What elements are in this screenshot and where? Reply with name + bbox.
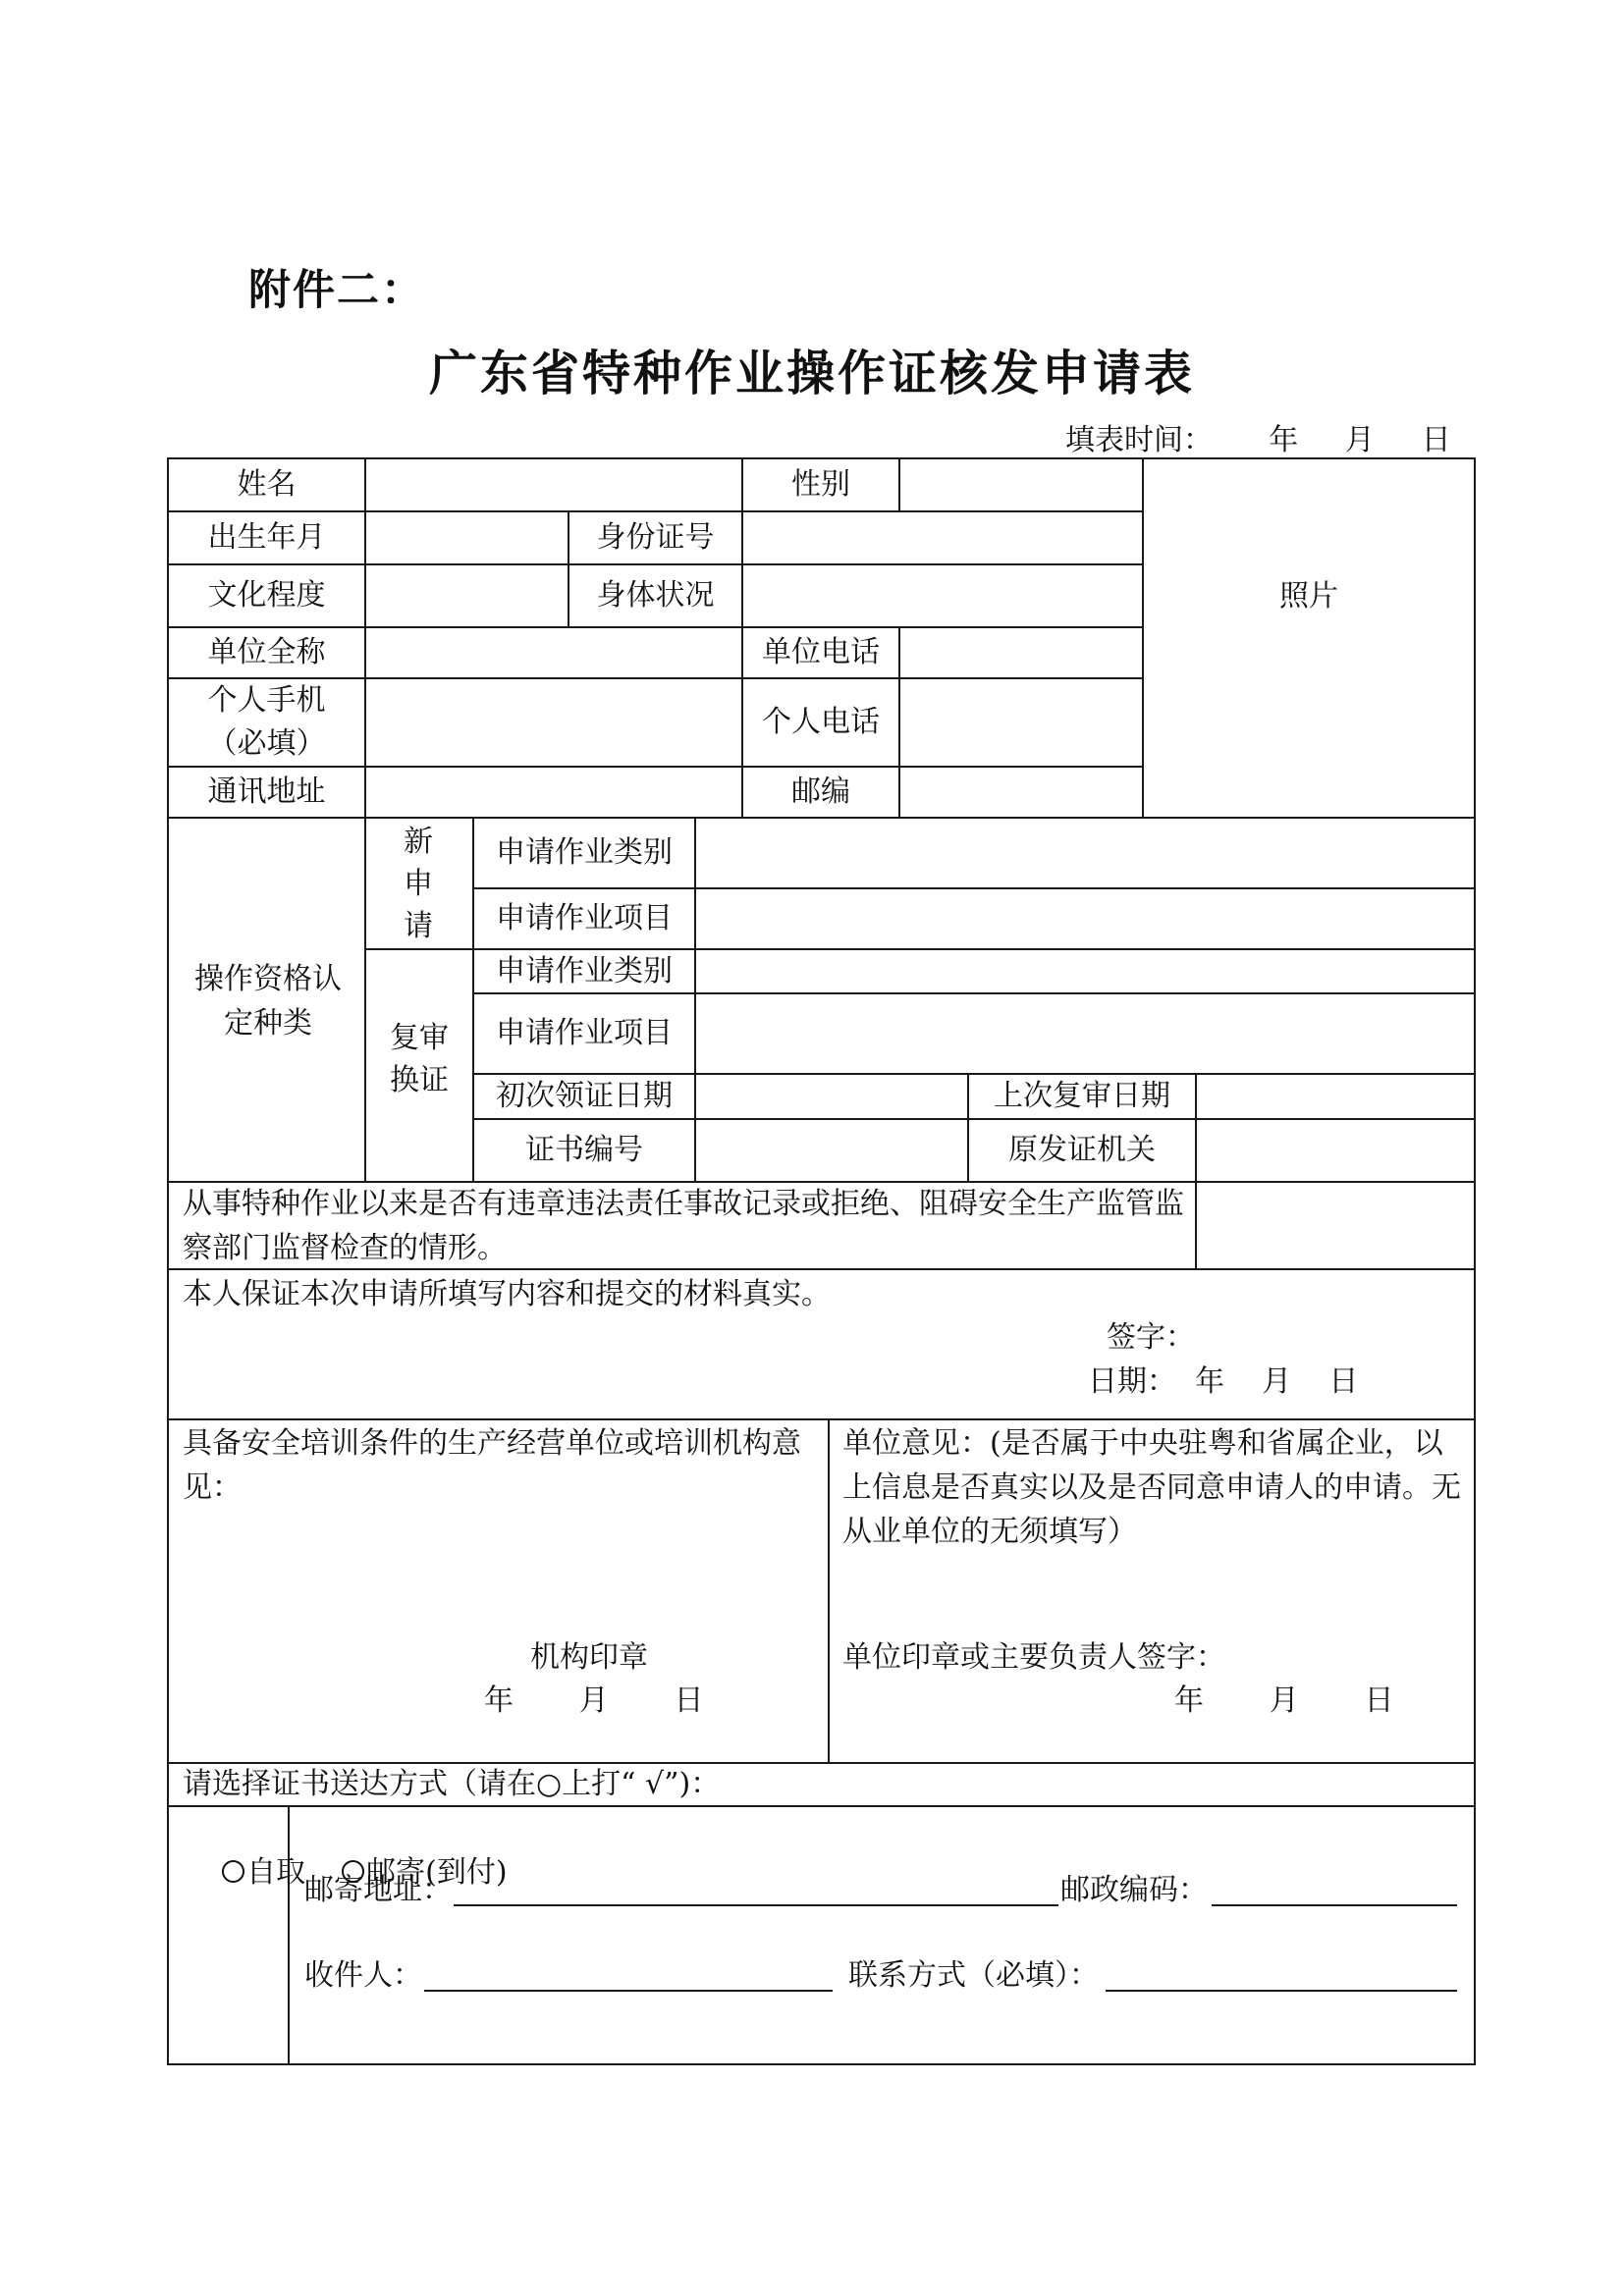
company-phone-field[interactable] (900, 628, 1142, 677)
table-border-bottom (167, 2063, 1476, 2065)
review-job-item-field[interactable] (696, 994, 1474, 1073)
training-opinion-title: 具备安全培训条件的生产经营单位或培训机构意见： (183, 1426, 801, 1505)
table-border-right (1474, 457, 1476, 2065)
mobile-label-line1: 个人手机 (207, 683, 326, 718)
training-seal-label: 机构印章 (530, 1640, 648, 1675)
cert-number-field[interactable] (696, 1120, 967, 1181)
col-line (364, 817, 366, 1183)
mail-address-input[interactable] (454, 1904, 1058, 1906)
qualification-section-label: 操作资格认定种类 (194, 962, 342, 1041)
new-application-char: 申 (404, 867, 433, 901)
id-number-field[interactable] (743, 512, 1142, 563)
contact-input[interactable] (1106, 1990, 1457, 1992)
new-job-category-field[interactable] (696, 819, 1474, 887)
violation-record-question: 从事特种作业以来是否有违章违法责任事故记录或拒绝、阻碍安全生产监管监察部门监督检查的情形。 (183, 1187, 1184, 1265)
new-application-char: 请 (404, 909, 433, 943)
self-pickup-label: 自取 (246, 1855, 306, 1890)
first-issue-date-field[interactable] (696, 1075, 967, 1118)
signature-label: 签字： (1107, 1320, 1195, 1355)
review-renewal-line: 复审 (390, 1021, 449, 1055)
health-label: 身体状况 (596, 578, 715, 613)
issuing-authority-label: 原发证机关 (1008, 1133, 1156, 1167)
review-renewal-label (381, 1017, 458, 1101)
address-field[interactable] (366, 768, 741, 817)
review-job-item-label: 申请作业项目 (496, 1016, 673, 1050)
address-label: 通讯地址 (207, 774, 326, 809)
contact-label: 联系方式（必填）： (848, 1958, 1099, 1993)
education-label: 文化程度 (207, 578, 326, 613)
company-label: 单位全称 (207, 635, 326, 669)
name-field[interactable] (366, 459, 741, 510)
id-number-label: 身份证号 (596, 520, 715, 555)
health-field[interactable] (743, 565, 1142, 626)
company-phone-label: 单位电话 (762, 635, 880, 669)
postcode-field[interactable] (900, 768, 1142, 817)
last-review-date-label: 上次复审日期 (994, 1079, 1170, 1113)
mobile-field[interactable] (366, 679, 741, 766)
mobile-label-line2: （必填） (207, 726, 326, 761)
personal-phone-field[interactable] (900, 679, 1142, 766)
recipient-label: 收件人： (304, 1958, 422, 1993)
new-job-item-field[interactable] (696, 889, 1474, 948)
review-job-category-field[interactable] (696, 950, 1474, 992)
name-label: 姓名 (237, 467, 297, 502)
issuing-authority-field[interactable] (1197, 1120, 1474, 1181)
new-application-char: 新 (404, 825, 433, 859)
mail-postcode-label: 邮政编码： (1060, 1873, 1208, 1907)
personal-phone-label: 个人电话 (762, 705, 880, 739)
mail-postcode-input[interactable] (1212, 1904, 1457, 1906)
company-field[interactable] (366, 628, 741, 677)
first-issue-date-label: 初次领证日期 (496, 1079, 673, 1113)
photo-label: 照片 (1279, 579, 1338, 614)
gender-field[interactable] (900, 459, 1142, 510)
gender-label: 性别 (791, 467, 850, 502)
review-renewal-line: 换证 (390, 1063, 449, 1097)
fill-date-label: 填表时间： 年 月 日 (1065, 423, 1451, 457)
postcode-label: 邮编 (791, 774, 850, 809)
new-application-label (399, 821, 438, 947)
col-line (828, 1418, 830, 1764)
delivery-prompt: 请选择证书送达方式（请在○上打“ √”)： (183, 1767, 721, 1801)
mail-address-label: 邮寄地址： (304, 1873, 452, 1907)
review-job-category-label: 申请作业类别 (496, 953, 673, 988)
new-job-item-label: 申请作业项目 (496, 901, 673, 935)
recipient-input[interactable] (424, 1990, 833, 1992)
unit-opinion-date: 年 月 日 (1174, 1683, 1394, 1718)
radio-circle-icon[interactable] (222, 1860, 244, 1883)
unit-opinion-title: 单位意见：(是否属于中央驻粤和省属企业，以上信息是否真实以及是否同意申请人的申请。无从业单位的无须填写） (842, 1426, 1461, 1549)
mobile-label (169, 679, 364, 766)
new-job-category-label: 申请作业类别 (496, 835, 673, 870)
photo-area[interactable] (1144, 459, 1474, 734)
education-field[interactable] (366, 565, 568, 626)
violation-record-field[interactable] (1197, 1183, 1474, 1268)
birth-label: 出生年月 (207, 520, 326, 555)
unit-seal-label: 单位印章或主要负责人签字： (842, 1640, 1225, 1675)
training-opinion-date: 年 月 日 (484, 1683, 704, 1718)
birth-field[interactable] (366, 512, 568, 563)
pledge-statement: 本人保证本次申请所填写内容和提交的材料真实。 (183, 1277, 831, 1311)
cert-number-label: 证书编号 (525, 1133, 643, 1167)
self-pickup-option[interactable] (185, 1806, 305, 1939)
row-line (167, 1418, 1476, 1420)
form-title: 广东省特种作业操作证核发申请表 (428, 345, 1195, 401)
attachment-label: 附件二： (248, 266, 425, 315)
mail-label: 邮寄(到付) (366, 1855, 508, 1890)
pledge-date: 日期： 年 月 日 (1088, 1364, 1359, 1399)
last-review-date-field[interactable] (1197, 1075, 1474, 1118)
